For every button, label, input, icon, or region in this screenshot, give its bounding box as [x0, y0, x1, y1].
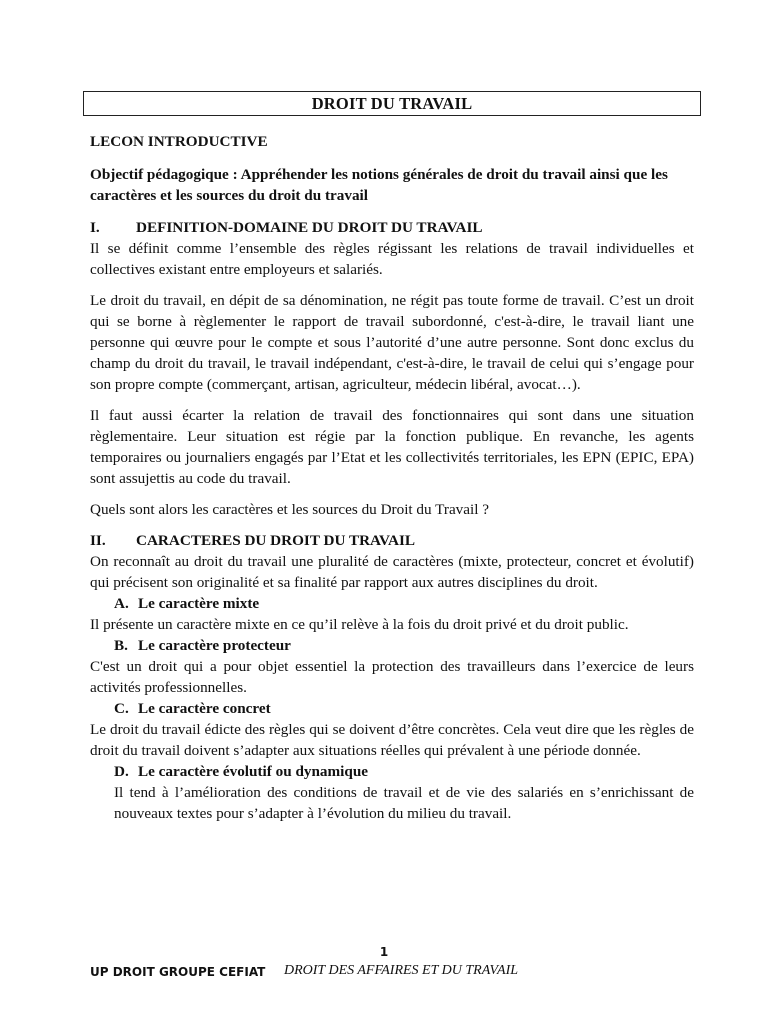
section-1-question: Quels sont alors les caractères et les sources du Droit du Travail ? — [90, 501, 489, 518]
subsection-a-heading — [90, 593, 694, 614]
subsection-b-letter: B. — [114, 637, 128, 654]
subsection-b-text: C'est un droit qui a pour objet essentiel la protection des travailleurs dans l’exercice de leurs activités professionnelles. — [90, 658, 694, 696]
subsection-d-letter: D. — [114, 763, 129, 780]
section-2-heading — [90, 530, 694, 551]
document-title: DROIT DU TRAVAIL — [83, 91, 701, 116]
pedagogical-objective: Objectif pédagogique : Appréhender les notions générales de droit du travail ainsi que les caractères et les sources du droit du travail — [90, 166, 668, 204]
page-number: 1 — [379, 945, 389, 959]
subsection-a-text: Il présente un caractère mixte en ce qu’il relève à la fois du droit privé et du droit public. — [90, 616, 629, 633]
subsection-a-letter: A. — [114, 595, 129, 612]
subsection-d-title: Le caractère évolutif ou dynamique — [138, 763, 369, 780]
section-2-intro: On reconnaît au droit du travail une pluralité de caractères (mixte, protecteur, concret et évolutif) qui précisent son originalité et sa finalité par rapport aux autres disciplines du droit. — [90, 553, 694, 591]
footer-organization: UP DROIT GROUPE CEFIAT — [90, 965, 266, 979]
footer-course-title: DROIT DES AFFAIRES ET DU TRAVAIL — [284, 963, 519, 978]
subsection-c-title: Le caractère concret — [138, 700, 271, 717]
section-1-paragraph: Il se définit comme l’ensemble des règles régissant les relations de travail individuelles et collectives existant entre employeurs et salariés. — [90, 240, 694, 278]
document-body — [90, 131, 694, 824]
section-1-heading — [90, 217, 694, 238]
section-1-title: DEFINITION-DOMAINE DU DROIT DU TRAVAIL — [136, 219, 483, 236]
section-1-paragraph: Il faut aussi écarter la relation de travail des fonctionnaires qui sont dans une situation règlementaire. Leur situation est régie par la fonction publique. En revanche, les agents temporaires ou journaliers engagés par l’Etat et les collectivités territoriales, les EPN (EPIC, EPA) sont assujettis au code du travail. — [90, 407, 694, 487]
subsection-b-heading — [90, 635, 694, 656]
subsection-d-text: Il tend à l’amélioration des conditions de travail et de vie des salariés en s’enrichissant de nouveaux textes pour s’adapter à l’évolution du milieu du travail. — [114, 784, 694, 822]
section-2-number: II. — [90, 532, 106, 549]
section-1-number: I. — [90, 219, 100, 236]
subsection-b-title: Le caractère protecteur — [138, 637, 291, 654]
lesson-title: LECON INTRODUCTIVE — [90, 133, 268, 150]
section-1-paragraph: Le droit du travail, en dépit de sa dénomination, ne régit pas toute forme de travail. C’est un droit qui se borne à règlementer le rapport de travail subordonné, c'est-à-dire, le travail liant une personne qui œuvre pour le compte et sous l’autorité d’une autre personne. Sont donc exclus du champ du droit du travail, le travail indépendant, c'est-à-dire, le travail de celui qui s’engage pour son propre compte (commerçant, artisan, agriculteur, médecin libéral, avocat…). — [90, 292, 694, 393]
subsection-c-heading — [90, 698, 694, 719]
subsection-c-text: Le droit du travail édicte des règles qui se doivent d’être concrètes. Cela veut dire que les règles de droit du travail doivent s’adapter aux situations réelles qui prévalent à une période donnée. — [90, 721, 694, 759]
section-2-title: CARACTERES DU DROIT DU TRAVAIL — [136, 532, 416, 549]
subsection-a-title: Le caractère mixte — [138, 595, 260, 612]
subsection-d-heading — [90, 761, 694, 782]
subsection-c-letter: C. — [114, 700, 129, 717]
